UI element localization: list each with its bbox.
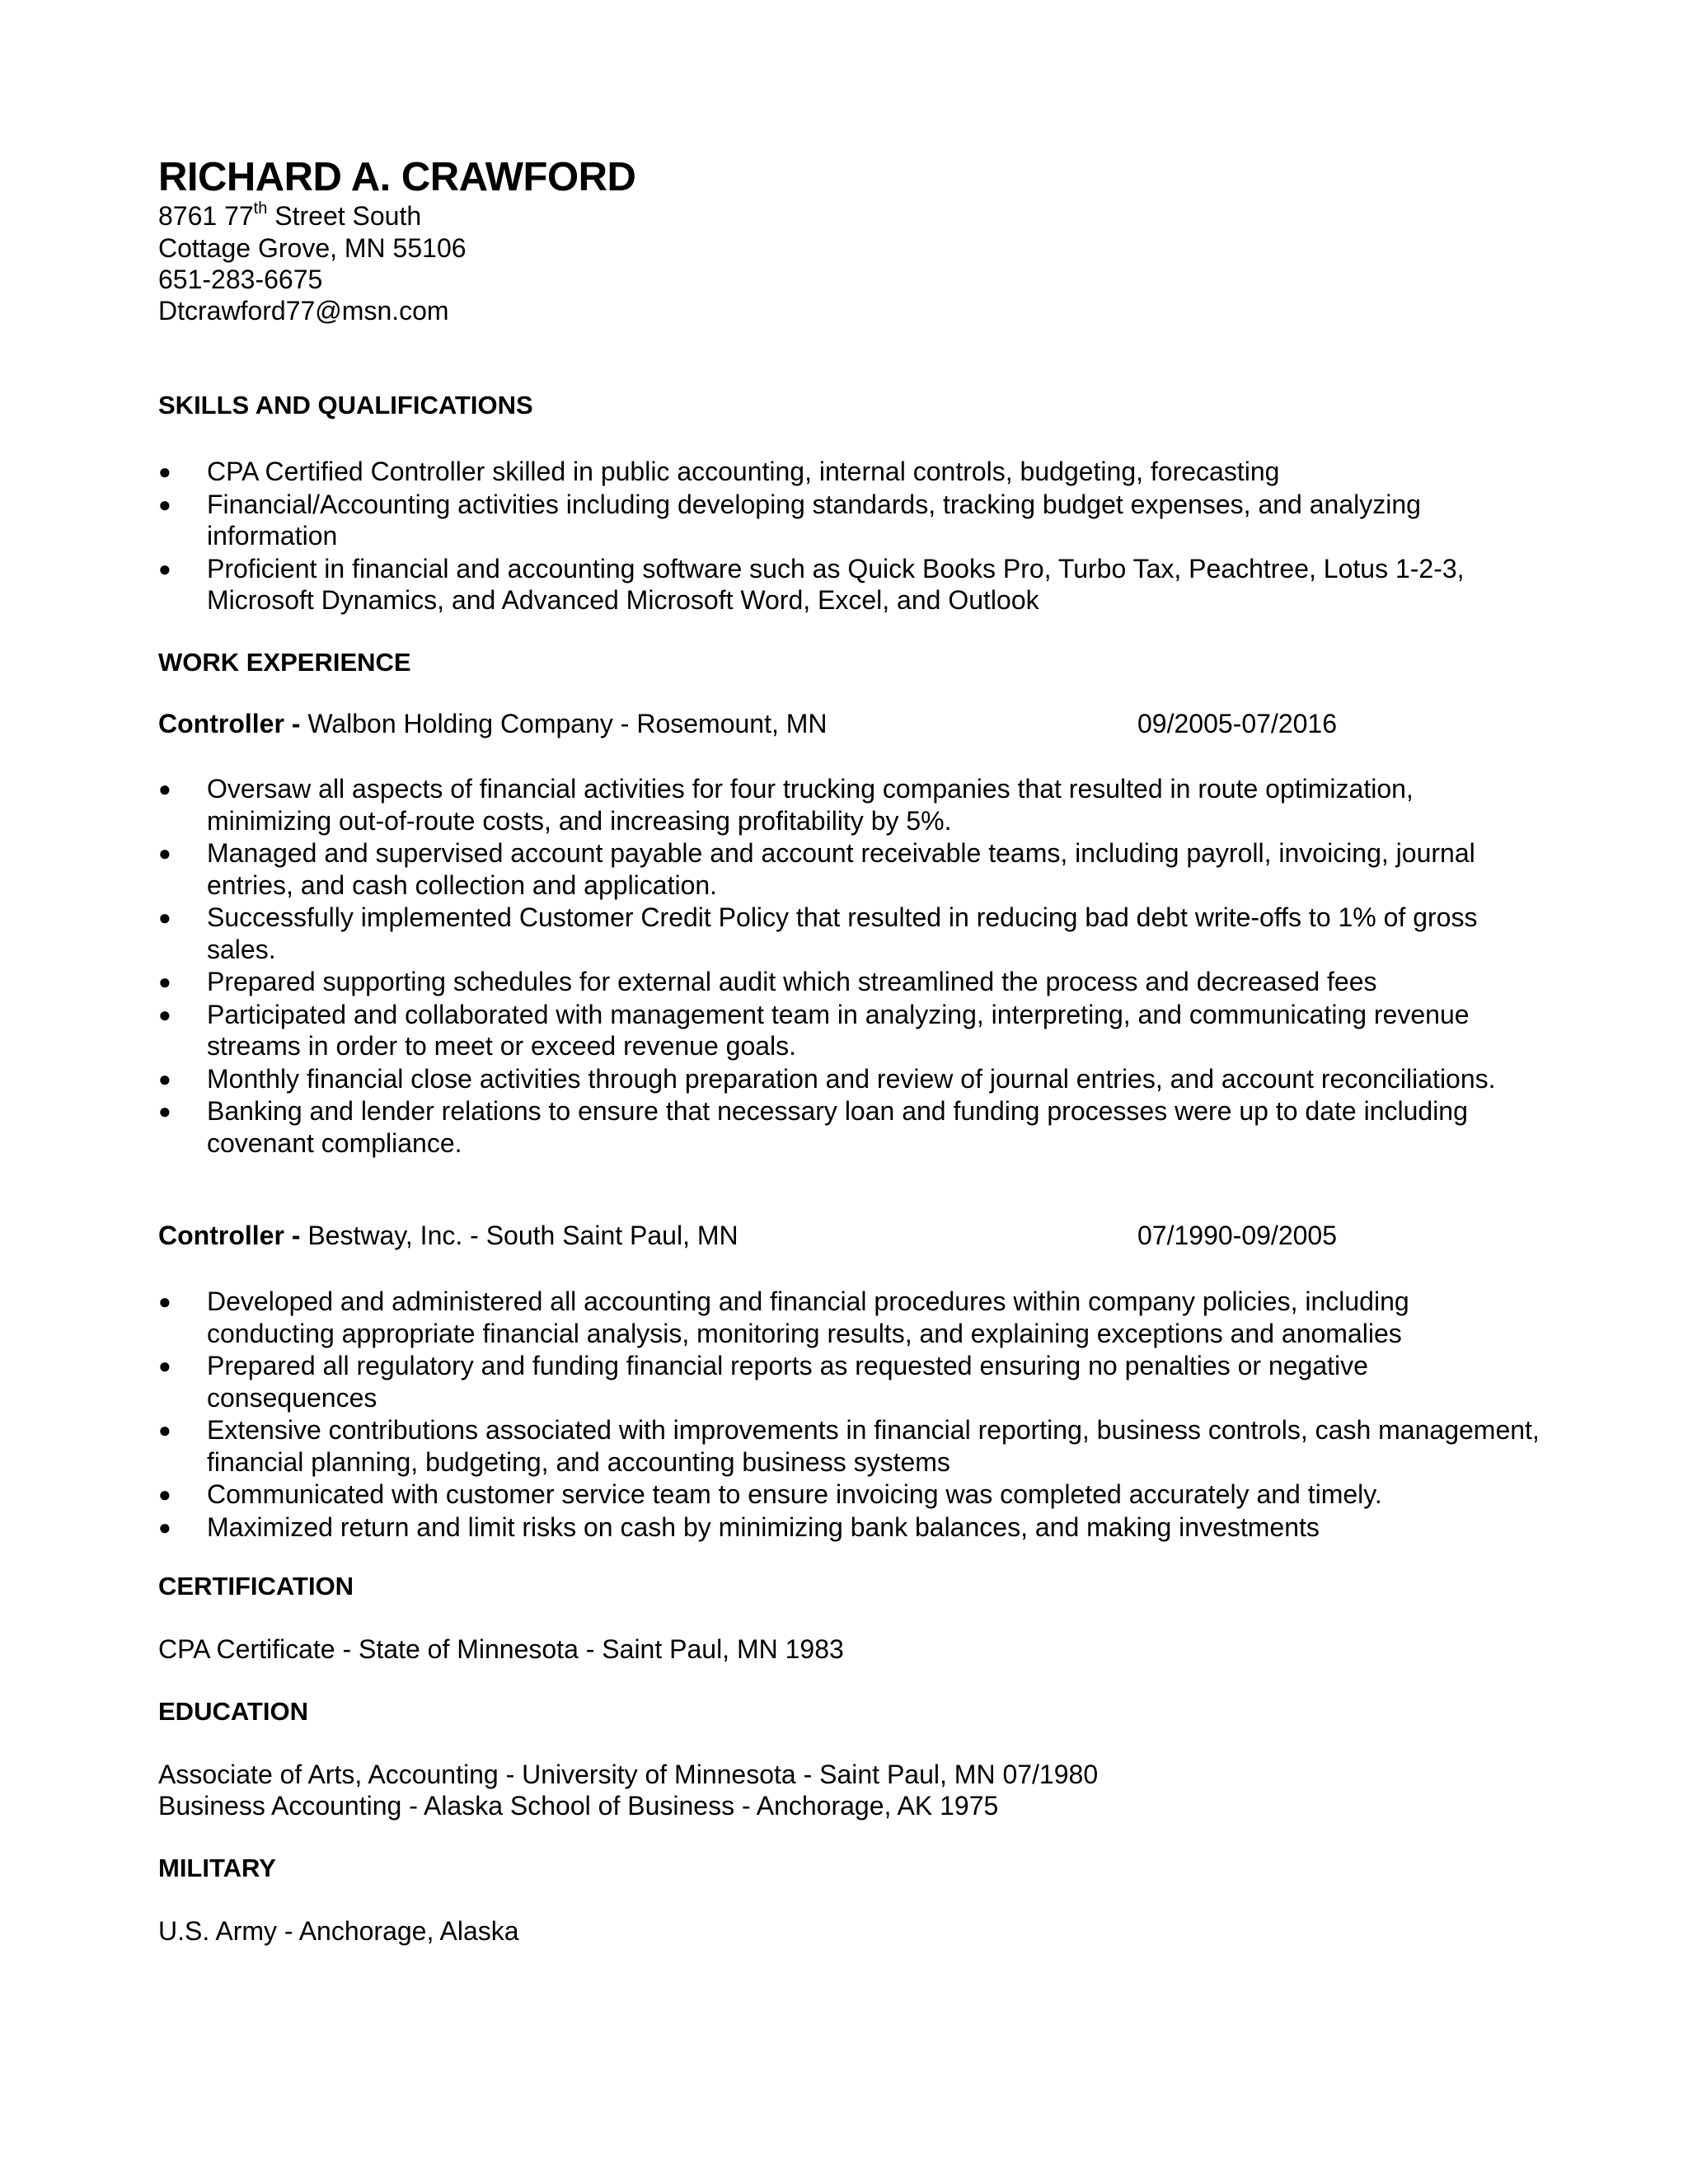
address-number: 8761 77 [158,201,254,231]
list-item: ● Prepared all regulatory and funding financial reports as requested ensuring no penalties or negative consequences [158,1351,1368,1413]
bullet-dot-icon: ● [158,841,171,865]
skills-heading: SKILLS AND QUALIFICATIONS [158,391,533,419]
job-2-company: Bestway, Inc. - South Saint Paul, MN [300,1221,738,1250]
job-1-title-line [158,708,828,739]
bullet-dot-icon: ● [158,459,171,484]
list-item: ● Proficient in financial and accounting software such as Quick Books Pro, Turbo Tax, Peachtree, Lotus 1-2-3, Microsoft Dynamics, and Advanced Microsoft Word, Excel, and Outlook [158,553,1465,615]
certification-text: CPA Certificate - State of Minnesota - Saint Paul, MN 1983 [158,1634,844,1664]
phone-number: 651-283-6675 [158,265,323,294]
bullet-dot-icon: ● [158,555,171,581]
list-item: ● Financial/Accounting activities including developing standards, tracking budget expenses, and analyzing information [158,489,1421,551]
email-address: Dtcrawford77@msn.com [158,296,449,326]
city-state-zip: Cottage Grove, MN 55106 [158,233,467,263]
address-line [158,200,421,232]
list-item: ● Banking and lender relations to ensure that necessary loan and funding processes were up to date including covenant compliance. [158,1096,1468,1158]
bullet-dot-icon: ● [158,1001,171,1027]
address-ordinal-suffix: th [253,199,268,218]
bullet-dot-icon: ● [158,1514,171,1540]
bullet-dot-icon: ● [158,1289,171,1314]
job-2-title-line [158,1220,738,1251]
list-item: ● Communicated with customer service team to ensure invoicing was completed accurately and timely. [158,1479,1382,1509]
job-2-title: Controller - [158,1221,301,1250]
list-item: ● Oversaw all aspects of financial activities for four trucking companies that resulted in route optimization, minimizing out-of-route costs, and increasing profitability by 5%. [158,774,1414,836]
skills-list [158,456,1543,617]
bullet-dot-icon: ● [158,1482,171,1507]
list-item: ● Managed and supervised account payable and account receivable teams, including payroll, invoicing, journal entries, and cash collection and application. [158,838,1475,900]
certification-heading: CERTIFICATION [158,1572,354,1601]
address-street: Street South [267,201,422,231]
bullet-dot-icon: ● [158,969,171,994]
work-experience-heading: WORK EXPERIENCE [158,648,411,677]
military-heading: MILITARY [158,1854,276,1882]
job-1-dates: 09/2005-07/2016 [1137,709,1337,738]
list-item: ● CPA Certified Controller skilled in public accounting, internal controls, budgeting, forecasting [158,457,1280,486]
bullet-dot-icon: ● [158,1418,171,1442]
list-item: ● Monthly financial close activities through preparation and review of journal entries, and account reconciliations. [158,1063,1496,1094]
job-1-title: Controller - [158,709,301,738]
list-item: ● Prepared supporting schedules for external audit which streamlined the process and decreased fees [158,967,1377,996]
bullet-dot-icon: ● [158,1066,171,1091]
job-2-dates: 07/1990-09/2005 [1137,1221,1337,1250]
bullet-dot-icon: ● [158,1099,171,1123]
list-item: ● Extensive contributions associated with improvements in financial reporting, business controls, cash management, financial planning, budgeting, and accounting business systems [158,1415,1540,1477]
list-item: ● Participated and collaborated with management team in analyzing, interpreting, and communicating revenue streams in order to meet or exceed revenue goals. [158,999,1470,1061]
bullet-dot-icon: ● [158,491,171,517]
list-item: ● Successfully implemented Customer Credit Policy that resulted in reducing bad debt write-offs to 1% of gross sales. [158,902,1478,964]
bullet-dot-icon: ● [158,1353,171,1378]
job-1-duties [158,773,1543,1160]
military-text: U.S. Army - Anchorage, Alaska [158,1916,519,1946]
bullet-dot-icon: ● [158,905,171,930]
job-2-duties [158,1286,1543,1544]
education-line-1: Associate of Arts, Accounting - University of Minnesota - Saint Paul, MN 07/1980 [158,1760,1099,1789]
job-1-company: Walbon Holding Company - Rosemount, MN [300,709,828,738]
list-item: ● Developed and administered all accounting and financial procedures within company policies, including conducting appropriate financial analysis, monitoring results, and explaining exceptions and anomalies [158,1286,1409,1348]
education-line-2: Business Accounting - Alaska School of Business - Anchorage, AK 1975 [158,1791,999,1821]
list-item: ● Maximized return and limit risks on cash by minimizing bank balances, and making investments [158,1511,1320,1542]
candidate-name: RICHARD A. CRAWFORD [158,155,636,199]
education-heading: EDUCATION [158,1697,308,1726]
bullet-dot-icon: ● [158,776,171,801]
